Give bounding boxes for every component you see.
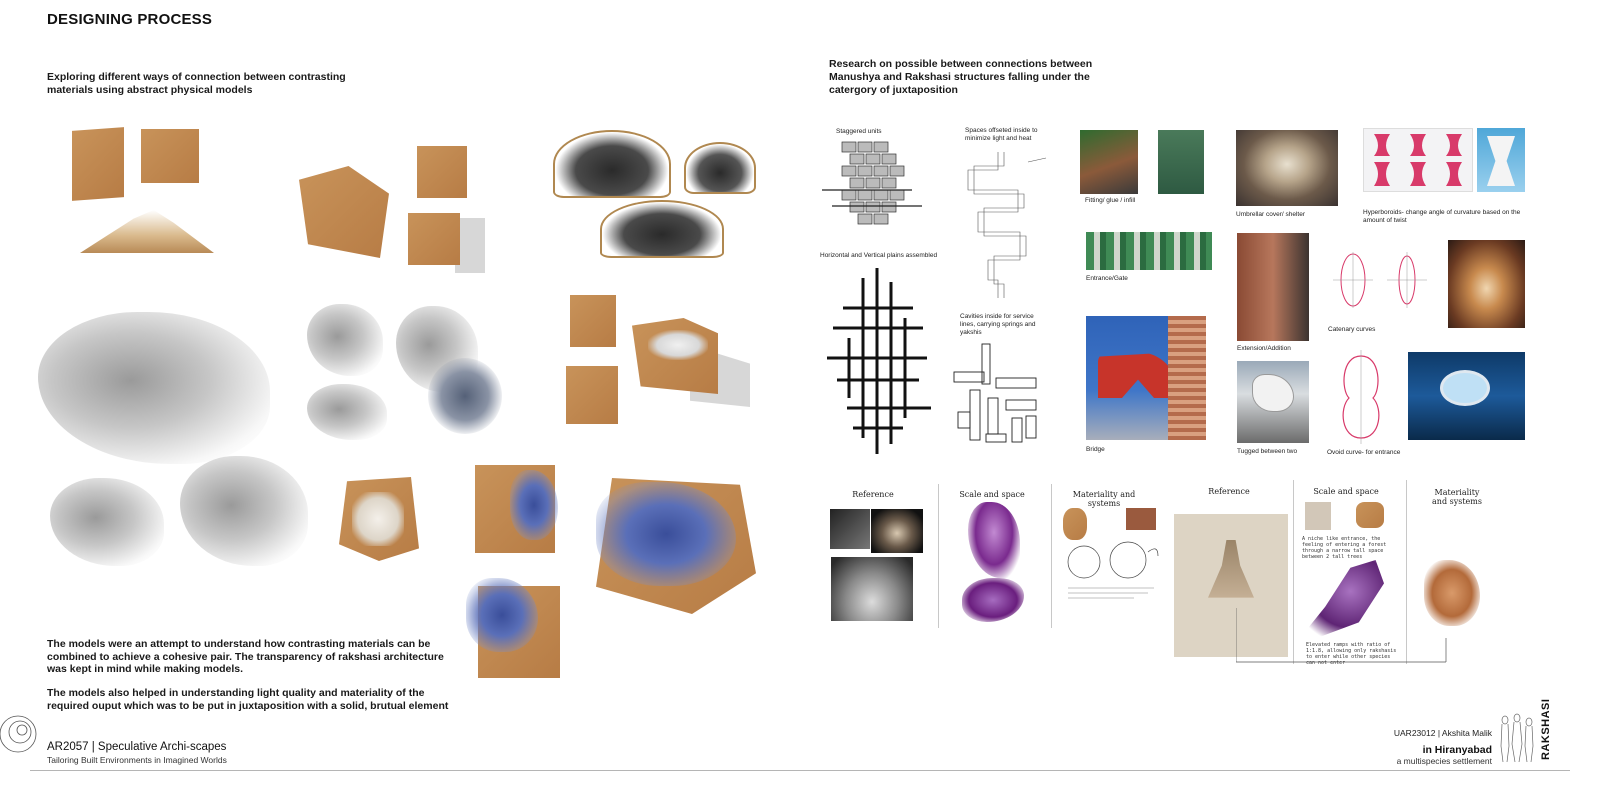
dome-frame-model <box>600 200 724 258</box>
twig-board-model <box>141 129 199 183</box>
caption-cavities: Cavities inside for service lines, carrying springs and yakshis <box>960 313 1036 336</box>
catenary-sketch <box>1315 250 1435 310</box>
panel-a-divider <box>1051 484 1052 628</box>
panel-a-divider <box>938 484 939 628</box>
offset-section-diagram <box>958 150 1048 300</box>
right-intro-text: Research on possible between connections between Manushya and Rakshasi structures falling under the catergory of juxtaposition <box>829 58 1093 96</box>
cavities-diagram <box>952 342 1042 446</box>
mesh-model <box>50 478 164 566</box>
mesh-infill <box>648 330 708 360</box>
caption-extension: Extension/Addition <box>1237 345 1291 352</box>
project-subtitle: a multispecies settlement <box>1396 756 1492 766</box>
wire-base-model <box>80 210 214 253</box>
material-sketch <box>1064 540 1160 600</box>
caption-tugged: Tugged between two <box>1237 448 1298 455</box>
caption-catenary: Catenary curves <box>1328 326 1376 333</box>
staggered-units-diagram <box>822 140 930 240</box>
cardboard-corner-model <box>417 146 467 198</box>
caption-ovoid: Ovoid curve- for entrance <box>1327 449 1401 456</box>
caption-horizontal: Horizontal and Vertical plains assembled <box>820 252 938 259</box>
caption-hyperboroids: Hyperboroids- change angle of curvature based on the amount of twist <box>1363 209 1521 224</box>
page-title: DESIGNING PROCESS <box>47 11 213 28</box>
cardboard-box-model <box>570 295 616 347</box>
mesh-model <box>38 312 270 464</box>
course-title: AR2057 | Speculative Archi-scapes <box>47 741 227 753</box>
extension-photo <box>1237 233 1309 341</box>
caption-staggered: Staggered units <box>836 128 882 135</box>
hyperboroid-shapes <box>1366 130 1472 190</box>
panel-a-materiality-label: Materiality and systems <box>1072 490 1136 508</box>
reference-photo <box>871 509 923 553</box>
project-name: in Hiranyabad <box>1422 744 1492 756</box>
panel-b-note-1: A niche like entrance, the feeling of entering a forest through a narrow tall space between 2 tall trees <box>1302 536 1387 560</box>
mesh-model <box>307 384 387 440</box>
plains-assembled-diagram <box>823 268 931 454</box>
reference-photo <box>831 557 913 621</box>
caption-bridge: Bridge <box>1086 446 1105 453</box>
panel-b-note-2: Elevated ramps with ratio of 1:1.8, allowing only rakshasis to enter while other species can not enter <box>1306 642 1397 666</box>
description-paragraph-2: The models also helped in understanding light quality and materiality of the required ouput which was to be put in juxtaposition with a solid, brutual element <box>47 687 449 712</box>
ovoid-opening <box>1440 370 1490 406</box>
material-sample <box>1305 502 1331 530</box>
cardboard-box-model <box>566 366 618 424</box>
panel-b-scale-label: Scale and space <box>1313 487 1379 496</box>
dome-frame-model <box>553 130 671 198</box>
rakshasi-logo-text: RAKSHASI <box>1540 698 1552 760</box>
purple-form-sketch <box>968 502 1020 578</box>
footer-rule <box>30 770 1570 771</box>
description-paragraph-1: The models were an attempt to understand how contrasting materials can be combined to achieve a cohesive pair. The transparency of rakshasi architecture was kept in mind while making models. <box>47 638 444 675</box>
reference-photo <box>830 509 870 549</box>
caption-fitting: Fitting/ glue / infill <box>1085 197 1136 204</box>
catenary-photo <box>1448 240 1525 328</box>
material-sample <box>1356 502 1384 528</box>
caption-umbrella: Umbrellar cover/ shelter <box>1236 211 1305 218</box>
dome-frame-model <box>684 142 756 194</box>
footer-spiral-logo <box>0 708 44 758</box>
student-id: UAR23012 | Akshita Malik <box>1393 728 1492 738</box>
purple-form-sketch <box>962 578 1024 622</box>
panel-b-reference-label: Reference <box>1208 487 1250 496</box>
material-sample <box>1063 508 1087 540</box>
twig-board-model <box>72 127 124 201</box>
umbrella-photo <box>1236 130 1338 206</box>
cardboard-corner-model <box>408 213 460 265</box>
figures-logo <box>1497 712 1537 764</box>
panel-a-reference-label: Reference <box>852 490 894 499</box>
left-intro-text: Exploring different ways of connection between contrasting materials using abstract physical models <box>47 71 346 96</box>
ovoid-sketch <box>1333 350 1389 444</box>
scaffold <box>1168 316 1206 440</box>
entrance-photo <box>1086 232 1212 270</box>
fitting-photo <box>1158 130 1204 194</box>
cardboard-corner-model <box>299 166 389 258</box>
mesh-model <box>180 456 308 566</box>
material-sample <box>1126 508 1156 530</box>
fitting-photo <box>1080 130 1138 194</box>
mesh-shadow <box>428 358 502 434</box>
caption-offset: Spaces offseted inside to minimize light and heat <box>965 127 1038 142</box>
panel-a-scale-label: Scale and space <box>959 490 1025 499</box>
mesh-infill <box>352 492 404 546</box>
course-subtitle: Tailoring Built Environments in Imagined Worlds <box>47 755 227 765</box>
mesh-model <box>307 304 383 376</box>
caption-entrance: Entrance/Gate <box>1086 275 1128 282</box>
panel-b-materiality-label: Materiality and systems <box>1432 488 1482 506</box>
connection-lines <box>1236 608 1448 664</box>
